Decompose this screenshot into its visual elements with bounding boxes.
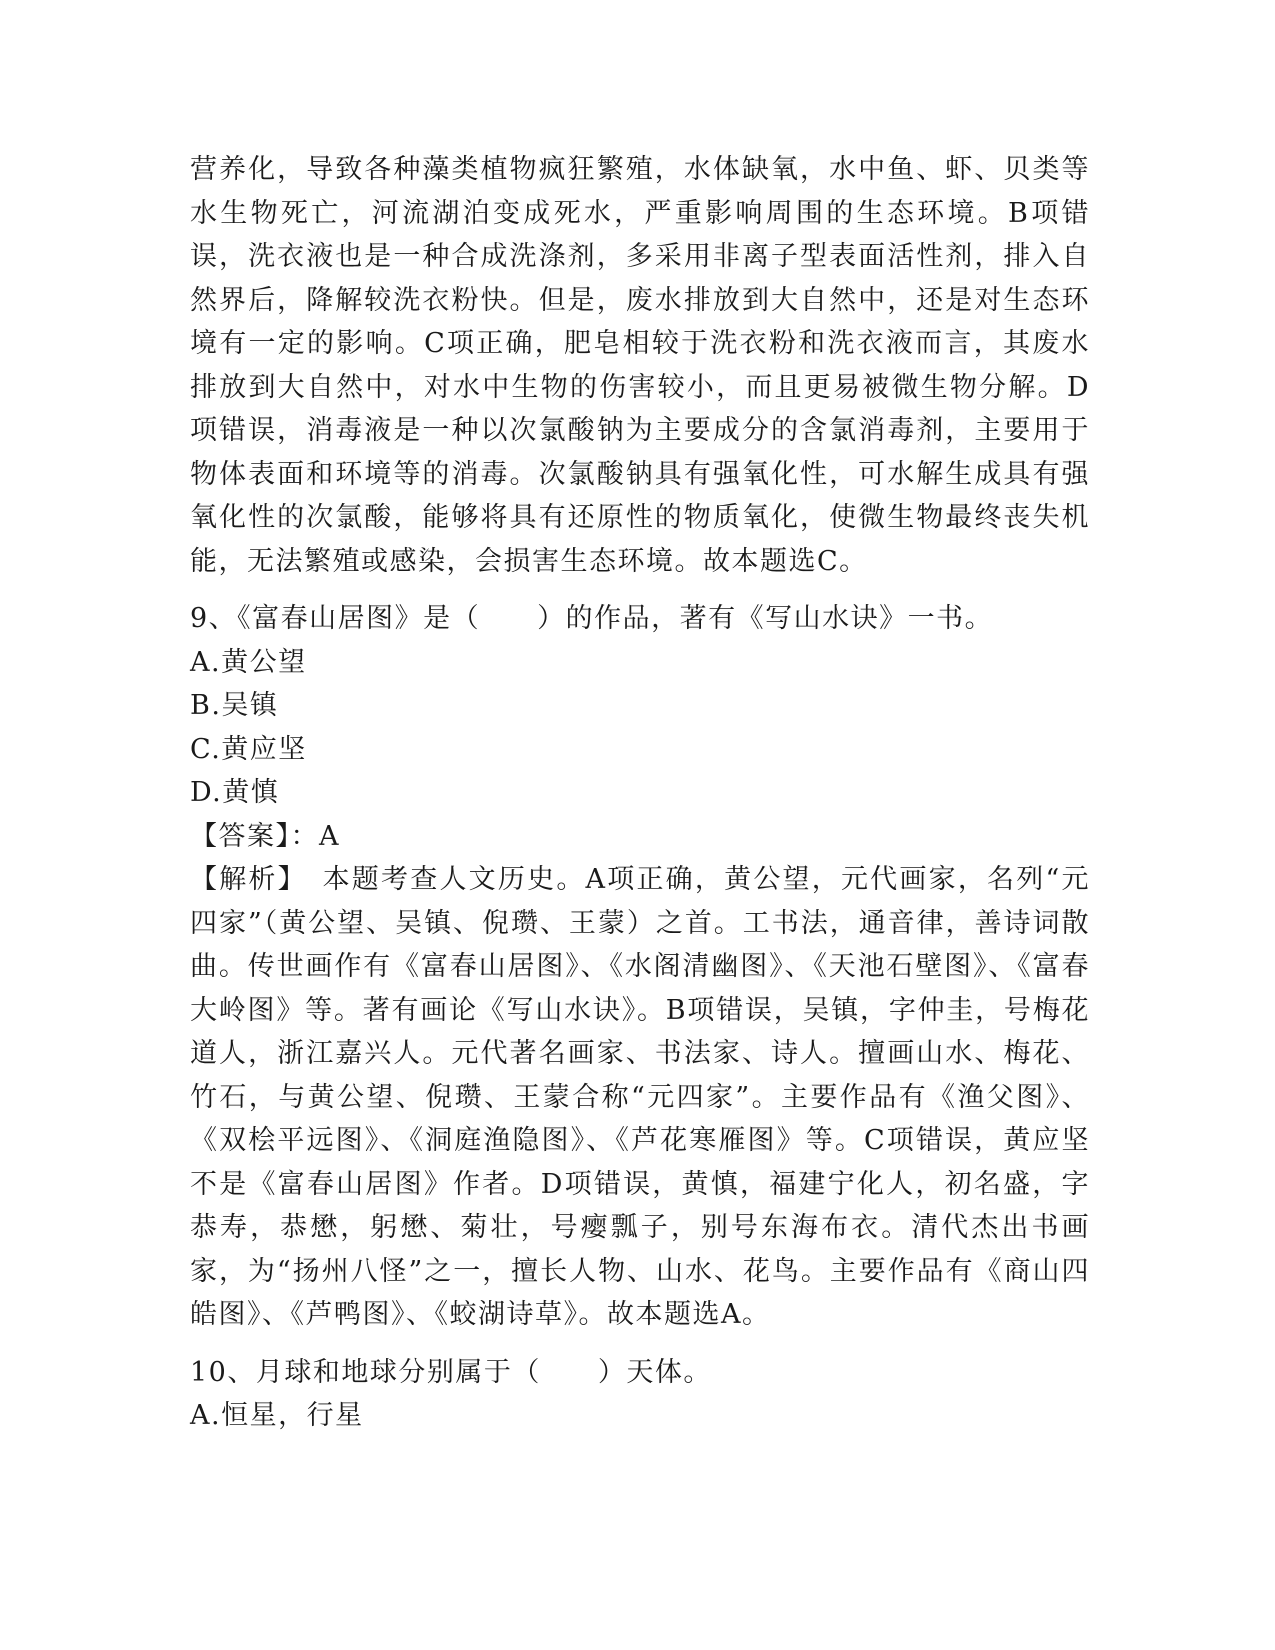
question-9-answer (190, 815, 1090, 859)
analysis-text: 本题考查人文历史。A项正确，黄公望，元代画家，名列“元四家”（黄公望、吴镇、倪瓒、王蒙）之首。工书法，通音律，善诗词散曲。传世画作有《富春山居图》、《水阁清幽图》、《天池石壁图》、《富春大岭图》等。著有画论《写山水诀》。B项错误，吴镇，字仲圭，号梅花道人，浙江嘉兴人。元代著名画家、书法家、诗人。擅画山水、梅花、竹石，与黄公望、倪瓒、王蒙合称“元四家”。主要作品有《渔父图》、《双桧平远图》、《洞庭渔隐图》、《芦花寒雁图》等。C项错误，黄应坚不是《富春山居图》作者。D项错误，黄慎，福建宁化人，初名盛，字恭寿，恭懋，躬懋、菊壮，号瘿瓢子，别号东海布衣。清代杰出书画家，为“扬州八怪”之一，擅长人物、山水、花鸟。主要作品有《商山四皓图》、《芦鸭图》、《蛟湖诗草》。故本题选A。 (190, 864, 1091, 1330)
document-page (190, 148, 1090, 1438)
question-9-analysis (190, 858, 1090, 1337)
question-9-option-c: C.黄应坚 (190, 733, 307, 765)
question-10-text: 10、月球和地球分别属于（ ）天体。 (190, 1356, 712, 1388)
question-9-option-a: A.黄公望 (190, 646, 307, 678)
question-10-option-a: A.恒星，行星 (190, 1400, 364, 1431)
intro-explanation: 营养化，导致各种藻类植物疯狂繁殖，水体缺氧，水中鱼、虾、贝类等水生物死亡，河流湖泊变成死水，严重影响周围的生态环境。B项错误，洗衣液也是一种合成洗涤剂，多采用非离子型表面活性剂，排入自然界后，降解较洗衣粉快。但是，废水排放到大自然中，还是对生态环境有一定的影响。C项正确，肥皂相较于洗衣粉和洗衣液而言，其废水排放到大自然中，对水中生物的伤害较小，而且更易被微生物分解。D项错误，消毒液是一种以次氯酸钠为主要成分的含氯消毒剂，主要用于物体表面和环境等的消毒。次氯酸钠具有强氧化性，可水解生成具有强氧化性的次氯酸，能够将具有还原性的物质氧化，使微生物最终丧失机能，无法繁殖或感染，会损害生态环境。故本题选C。 (190, 154, 1090, 577)
answer-value: A (319, 820, 340, 852)
spacer (190, 583, 1090, 597)
question-9-option-b: B.吴镇 (190, 690, 279, 721)
question-10 (190, 1351, 1090, 1438)
question-9 (190, 597, 1090, 1337)
analysis-label: 【解析】 (190, 864, 294, 895)
spacer (190, 1337, 1090, 1351)
answer-label: 【答案】： (190, 820, 319, 852)
question-9-text: 9、《富春山居图》是（ ）的作品，著有《写山水诀》一书。 (190, 603, 994, 634)
question-9-option-d: D.黄慎 (190, 777, 280, 808)
